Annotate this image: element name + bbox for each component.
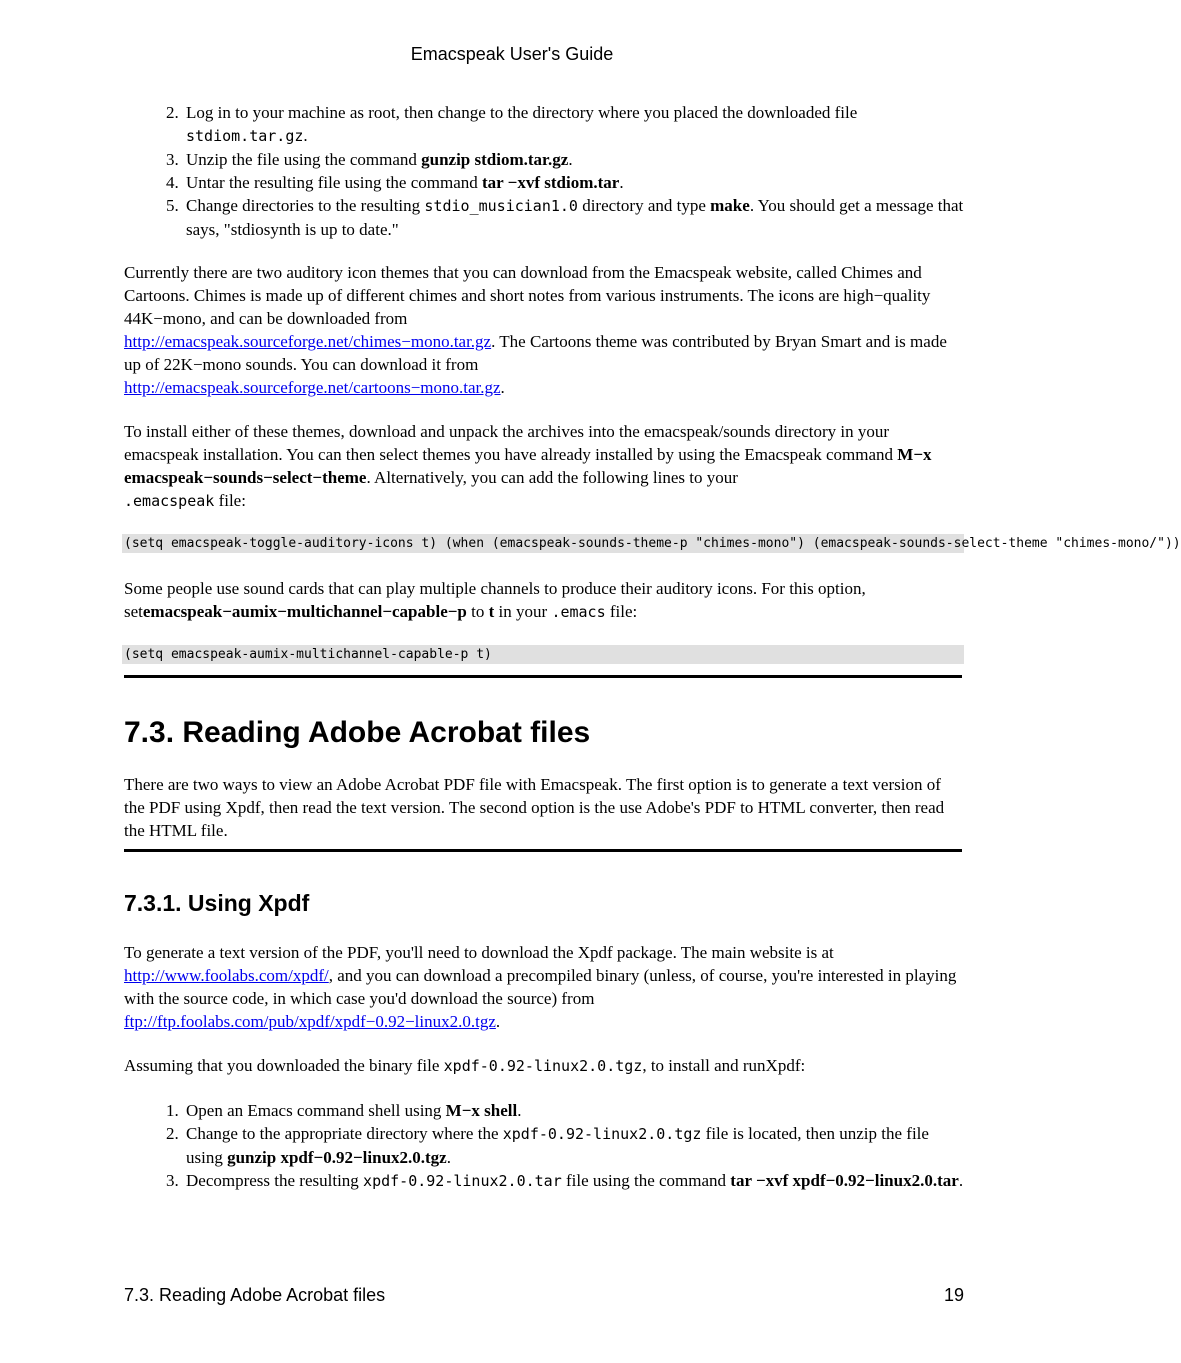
subsection-divider <box>124 849 962 852</box>
install-steps-list <box>124 101 964 241</box>
section-heading: 7.3. Reading Adobe Acrobat files <box>124 716 591 749</box>
xpdf-website-link[interactable]: http://www.foolabs.com/xpdf/ <box>124 966 329 985</box>
subsection-heading: 7.3.1. Using Xpdf <box>124 890 310 916</box>
list-item: 2. Change to the appropriate directory where the xpdf-0.92-linux2.0.tgz file is located, then unzip the file using gunzip xpdf−0.92−linux2.0.tgz. <box>166 1124 929 1167</box>
themes-paragraph: Currently there are two auditory icon themes that you can download from the Emacspeak website, called Chimes and Cartoons. Chimes is made up of different chimes and short notes from various instruments. The icons are high−quality 44K−mono, and can be downloaded from http://emacspeak.sourceforge.net/chimes−mono.tar.gz. The Cartoons theme was contributed by Bryan Smart and is made up of 22K−mono sounds. You can download it from http://emacspeak.sourceforge.net/cartoons−mono.tar.gz. <box>124 263 947 397</box>
page-footer <box>124 1285 964 1306</box>
install-paragraph: To install either of these themes, download and unpack the archives into the emacspeak/sounds directory in your emacspeak installation. You can then select themes you have already installed by using the Emacspeak command M−x emacspeak−sounds−select−theme. Alternatively, you can add the following lines to your .emacspeak file: <box>124 422 932 510</box>
page-number: 19 <box>943 1285 964 1305</box>
xpdf-ftp-link[interactable]: ftp://ftp.foolabs.com/pub/xpdf/xpdf−0.92−linux2.0.tgz <box>124 1012 496 1031</box>
running-header: Emacspeak User's Guide <box>410 44 614 64</box>
chimes-download-link[interactable]: http://emacspeak.sourceforge.net/chimes−mono.tar.gz <box>124 332 492 351</box>
code-block-theme: (setq emacspeak-toggle-auditory-icons t) (when (emacspeak-sounds-theme-p "chimes-mono") (emacspeak-sounds-select-theme "chimes-mono/")) <box>124 536 1181 551</box>
xpdf-install-intro: Assuming that you downloaded the binary file xpdf-0.92-linux2.0.tgz, to install and runXpdf: <box>124 1056 806 1075</box>
soundcards-paragraph: Some people use sound cards that can play multiple channels to produce their auditory icons. For this option, setemacspeak−aumix−multichannel−capable−p to t in your .emacs file: <box>124 579 866 621</box>
list-item: 1. Open an Emacs command shell using M−x shell. <box>166 1101 522 1120</box>
section-divider <box>124 675 962 678</box>
xpdf-download-paragraph: To generate a text version of the PDF, you'll need to download the Xpdf package. The main website is at http://www.foolabs.com/xpdf/, and you can download a precompiled binary (unless, of course, you're interested in playing with the source code, in which case you'd download the source) from ftp://ftp.foolabs.com/pub/xpdf/xpdf−0.92−linux2.0.tgz. <box>124 943 957 1031</box>
cartoons-download-link[interactable]: http://emacspeak.sourceforge.net/cartoons−mono.tar.gz <box>124 378 501 397</box>
section-intro-paragraph: There are two ways to view an Adobe Acrobat PDF file with Emacspeak. The first option is to generate a text version of the PDF using Xpdf, then read the text version. The second option is the use Adobe's PDF to HTML converter, then read the HTML file. <box>124 775 945 840</box>
list-item: 5. Change directories to the resulting stdio_musician1.0 directory and type make. You should get a message that says, "stdiosynth is up to date." <box>166 196 964 239</box>
list-item: 4. Untar the resulting file using the command tar −xvf stdiom.tar. <box>166 173 624 192</box>
code-block-aumix: (setq emacspeak-aumix-multichannel-capable-p t) <box>122 645 964 664</box>
list-item: 2. Log in to your machine as root, then change to the directory where you placed the downloaded file stdiom.tar.gz. <box>166 103 858 145</box>
list-item: 3. Unzip the file using the command gunzip stdiom.tar.gz. <box>166 150 573 169</box>
footer-section-title: 7.3. Reading Adobe Acrobat files <box>124 1285 386 1305</box>
list-item: 3. Decompress the resulting xpdf-0.92-linux2.0.tar file using the command tar −xvf xpdf−0.92−linux2.0.tar. <box>166 1171 964 1190</box>
xpdf-steps-list <box>124 1099 964 1193</box>
